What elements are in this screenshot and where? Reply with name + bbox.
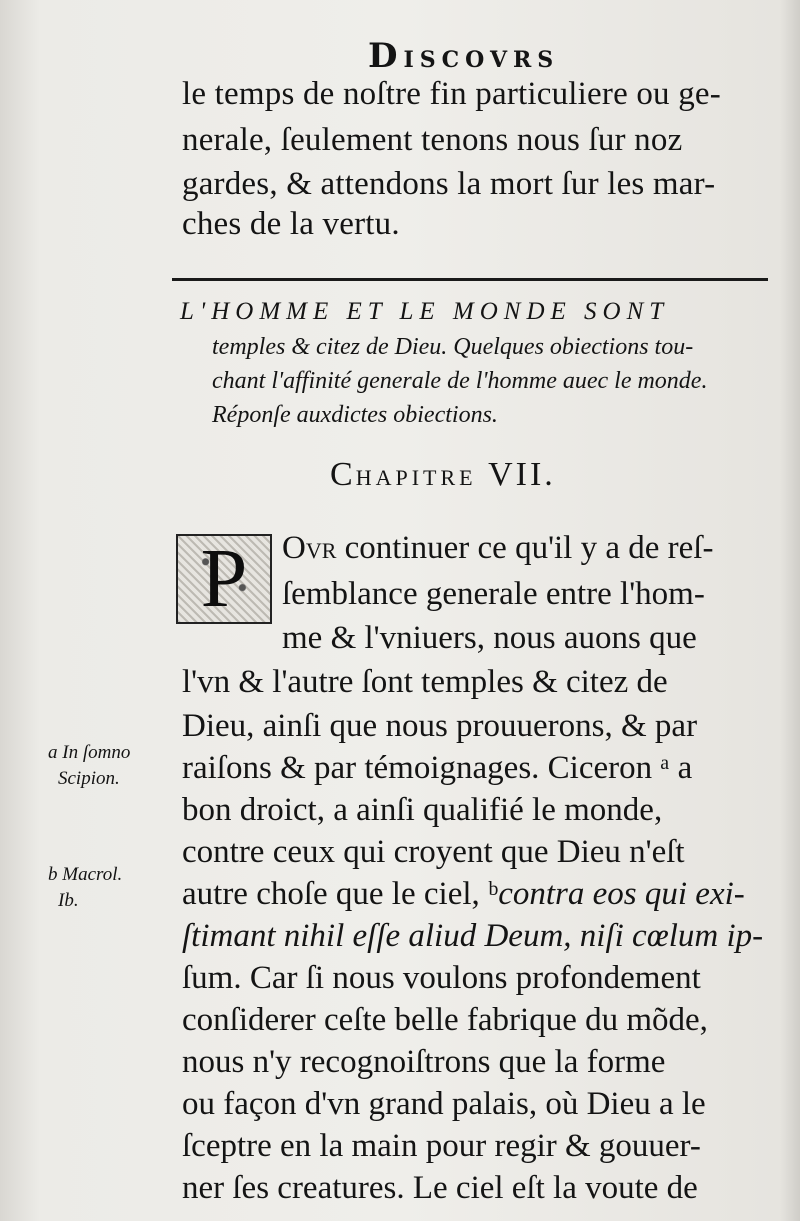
text-line: autre choſe que le ciel, ᵇcontra eos qui exi- (182, 876, 745, 912)
running-head-initial: D (368, 36, 404, 76)
text-line: bon droict, a ainſi qualifié le monde, (182, 792, 663, 828)
text-line: l'vn & l'autre ſont temples & citez de (182, 664, 668, 700)
text-line: gardes, & attendons la mort ſur les mar- (182, 166, 716, 202)
running-head-rest: ISCOVRS (403, 47, 560, 73)
latin-quotation: ſtimant nihil eſſe aliud Deum, niſi cœlum ip- (182, 918, 764, 954)
chapter-heading (330, 456, 556, 494)
text-line: contre ceux qui croyent que Dieu n'eſt (182, 834, 685, 870)
chapter-summary-heading: L'HOMME ET LE MONDE SONT (180, 298, 670, 325)
text-line: me & l'vniuers, nous auons que (282, 620, 697, 656)
text-line: conſiderer ceſte belle fabrique du mõde, (182, 1002, 708, 1038)
drop-cap-letter: P (200, 532, 248, 625)
text-line: ou façon d'vn grand palais, où Dieu a le (182, 1086, 706, 1122)
margin-note: a In ſomno (48, 742, 131, 763)
latin-quotation: contra eos qui exi- (498, 876, 745, 912)
margin-note: Ib. (58, 890, 79, 911)
text-line: ches de la vertu. (182, 206, 400, 242)
text-line: Dieu, ainſi que nous prouuerons, & par (182, 708, 698, 744)
text-line: nerale, ſeulement tenons nous ſur noz (182, 122, 683, 158)
chapter-heading-rest: HAPITRE (355, 465, 477, 490)
margin-note: b Macrol. (48, 864, 123, 885)
chapter-summary-line: temples & citez de Dieu. Quelques obiections tou- (212, 334, 694, 360)
text-line: ner ſes creatures. Le ciel eſt la voute de (182, 1170, 698, 1206)
text-line: nous n'y recognoiſtrons que la forme (182, 1044, 666, 1080)
ornamental-drop-cap (176, 534, 272, 624)
text-line: le temps de noſtre fin particuliere ou ge- (182, 76, 721, 112)
chapter-summary-line: Réponſe auxdictes obiections. (212, 402, 498, 428)
chapter-number: VII. (488, 456, 556, 493)
running-head (368, 36, 559, 76)
text-line: ſemblance generale entre l'hom- (282, 576, 705, 612)
text-line: ſum. Car ſi nous voulons profondement (182, 960, 701, 996)
margin-note: Scipion. (58, 768, 120, 789)
chapter-summary-line: chant l'affinité generale de l'homme auec le monde. (212, 368, 708, 394)
chapter-heading-initial: C (330, 456, 356, 493)
text-line: ſceptre en la main pour regir & gouuer- (182, 1128, 701, 1164)
text-line: raiſons & par témoignages. Ciceron ᵃ a (182, 750, 693, 786)
section-rule (172, 278, 768, 281)
text-line: OVR continuer ce qu'il y a de reſ- (282, 530, 714, 566)
